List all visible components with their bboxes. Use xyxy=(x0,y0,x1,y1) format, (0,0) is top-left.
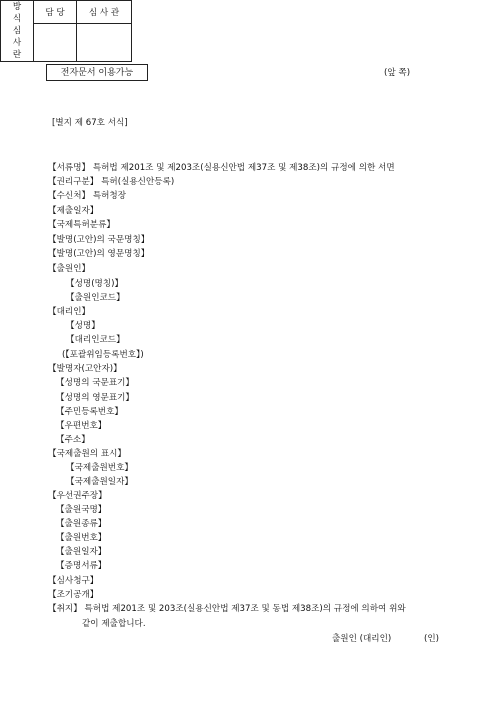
page-side-label: (앞 쪽) xyxy=(384,68,411,78)
applicant-signature: 출원인 (대리인) xyxy=(332,634,392,644)
field-line: 【대리인코드】 xyxy=(66,335,125,345)
field-line: 【발명자(고안자)】 xyxy=(48,364,122,374)
field-line: 【수신처】 특허청장 xyxy=(48,191,127,201)
field-line: 【발명(고안)의 국문명칭】 xyxy=(48,235,150,245)
review-box-label-char: 심 xyxy=(12,26,22,36)
field-line: 【우편번호】 xyxy=(56,421,107,431)
field-line: 【서류명】 특허법 제201조 및 제203조(실용신안법 제37조 및 제38조)의 규정에 의한 서면 xyxy=(48,163,395,173)
col-examiner: 심 사 관 xyxy=(77,1,132,24)
field-line: 【성명의 영문표기】 xyxy=(56,393,135,403)
field-line: 【출원일자】 xyxy=(56,547,107,557)
field-line: 【심사청구】 xyxy=(48,576,99,586)
field-line: 【출원인】 xyxy=(48,264,91,274)
form-number: [별지 제 67호 서식] xyxy=(52,118,128,128)
field-line: 【취지】 특허법 제201조 및 203조(실용신안법 제37조 및 동법 제38조)의 규정에 의하여 위와 xyxy=(48,604,406,614)
field-line: 【권리구분】 특허(실용신안등록) xyxy=(48,177,175,187)
field-line: 【국제출원의 표시】 xyxy=(48,449,127,459)
field-line: 【출원종류】 xyxy=(56,519,107,529)
field-line: 【우선권주장】 xyxy=(48,491,107,501)
field-line: 【출원번호】 xyxy=(56,533,107,543)
examiner-cell xyxy=(77,24,132,62)
field-line: 【출원국명】 xyxy=(56,505,107,515)
col-person-in-charge: 담 당 xyxy=(34,1,77,24)
seal-mark: (인) xyxy=(424,634,440,644)
field-line: 【주소】 xyxy=(56,435,90,445)
review-box-label-char: 식 xyxy=(12,14,22,24)
field-line: 【대리인】 xyxy=(48,307,91,317)
review-box-label-char: 사 xyxy=(12,38,22,48)
review-box-label-char: 란 xyxy=(12,50,22,60)
field-line: 【발명(고안)의 영문명칭】 xyxy=(48,249,150,259)
field-line: (【포괄위임등록번호】) xyxy=(62,350,144,360)
electronic-document-badge: 전자문서 이용가능 xyxy=(46,64,148,81)
field-line: 【출원인코드】 xyxy=(66,293,125,303)
field-line: 【국제특허분류】 xyxy=(48,220,115,230)
field-line: 【제출일자】 xyxy=(48,206,99,216)
field-line: 【조기공개】 xyxy=(48,590,99,600)
field-line: 【국제출원번호】 xyxy=(66,463,133,473)
field-line: 【성명】 xyxy=(66,321,100,331)
field-line: 【국제출원일자】 xyxy=(66,477,133,487)
field-line: 【성명의 국문표기】 xyxy=(56,378,135,388)
review-box-label-char: 방 xyxy=(12,2,22,12)
review-box-label xyxy=(1,1,34,62)
field-line: 같이 제출합니다. xyxy=(82,619,146,629)
field-line: 【성명(명칭)】 xyxy=(66,279,124,289)
field-line: 【증명서류】 xyxy=(56,561,107,571)
person-in-charge-cell xyxy=(34,24,77,62)
review-box xyxy=(0,0,132,62)
field-line: 【주민등록번호】 xyxy=(56,407,123,417)
